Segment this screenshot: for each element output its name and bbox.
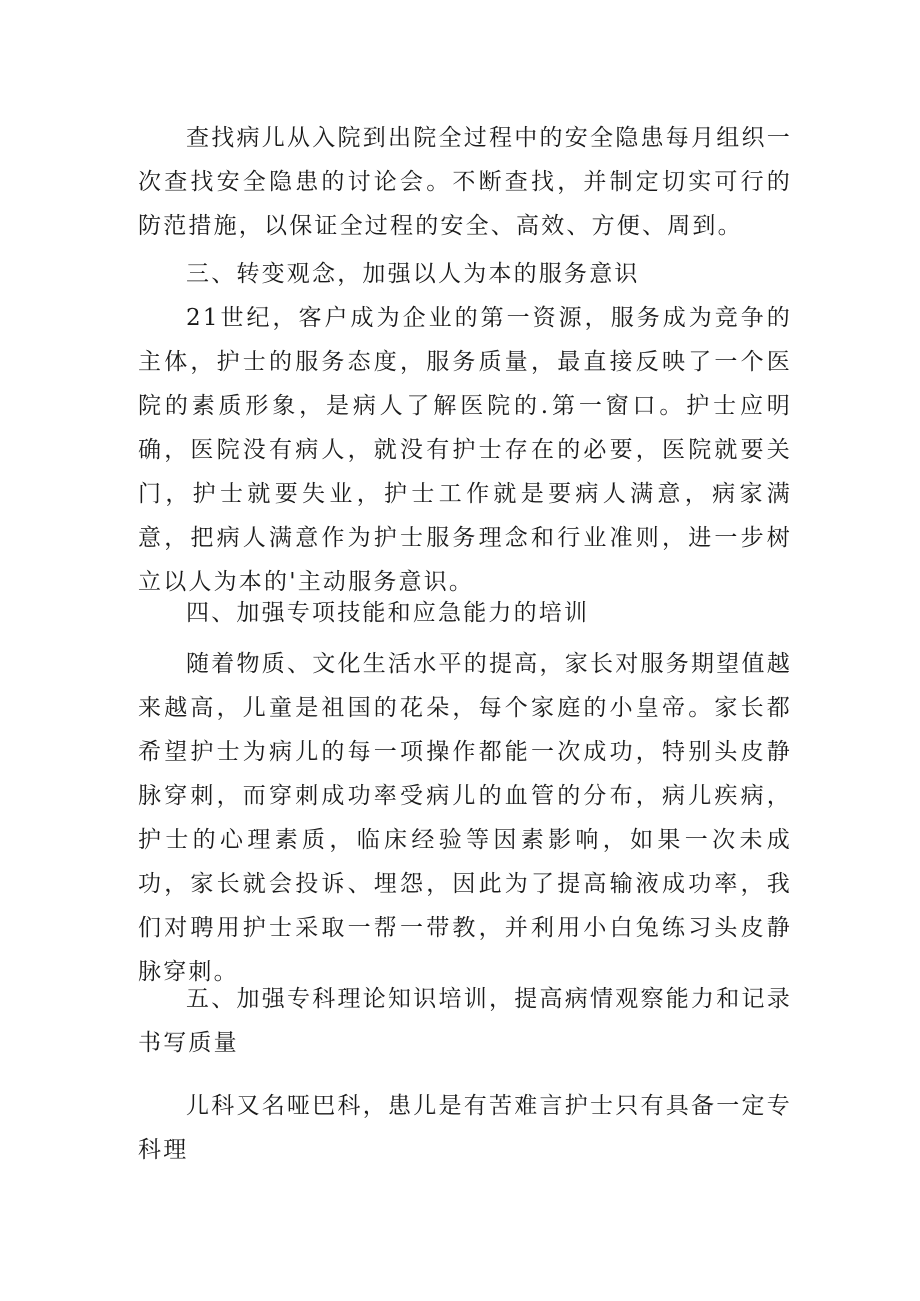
paragraph-safety-hazards: 查找病儿从入院到出院全过程中的安全隐患每月组织一次查找安全隐患的讨论会。不断查找，并制定切实可行的防范措施，以保证全过程的安全、高效、方便、周到。 bbox=[138, 125, 792, 239]
section-heading-3: 三、转变观念，加强以人为本的服务意识 bbox=[186, 261, 640, 287]
section-heading-4: 四、加强专项技能和应急能力的培训 bbox=[186, 600, 590, 626]
paragraph-pediatrics: 儿科又名哑巴科，患儿是有苦难言护士只有具备一定专科理 bbox=[138, 1093, 792, 1163]
paragraph-service-concept: 21世纪，客户成为企业的第一资源，服务成为竞争的主体，护士的服务态度，服务质量，最直接反映了一个医院的素质形象，是病人了解医院的.第一窗口。护士应明确，医院没有病人，就没有护士存在的必要，医院就要关门，护士就要失业，护士工作就是要病人满意，病家满意，把病人满意作为护士服务理念和行业准则，进一步树立以人为本的'主动服务意识。 bbox=[138, 305, 792, 595]
section-heading-5: 五、加强专科理论知识培训，提高病情观察能力和记录书写质量 bbox=[138, 986, 792, 1056]
paragraph-skills-training: 随着物质、文化生活水平的提高，家长对服务期望值越来越高，儿童是祖国的花朵，每个家庭的小皇帝。家长都希望护士为病儿的每一项操作都能一次成功，特别头皮静脉穿刺，而穿刺成功率受病儿的血管的分布，病儿疾病，护士的心理素质，临床经验等因素影响，如果一次未成功，家长就会投诉、埋怨，因此为了提高输液成功率，我们对聘用护士采取一帮一带教，并利用小白兔练习头皮静脉穿刺。 bbox=[138, 651, 792, 985]
